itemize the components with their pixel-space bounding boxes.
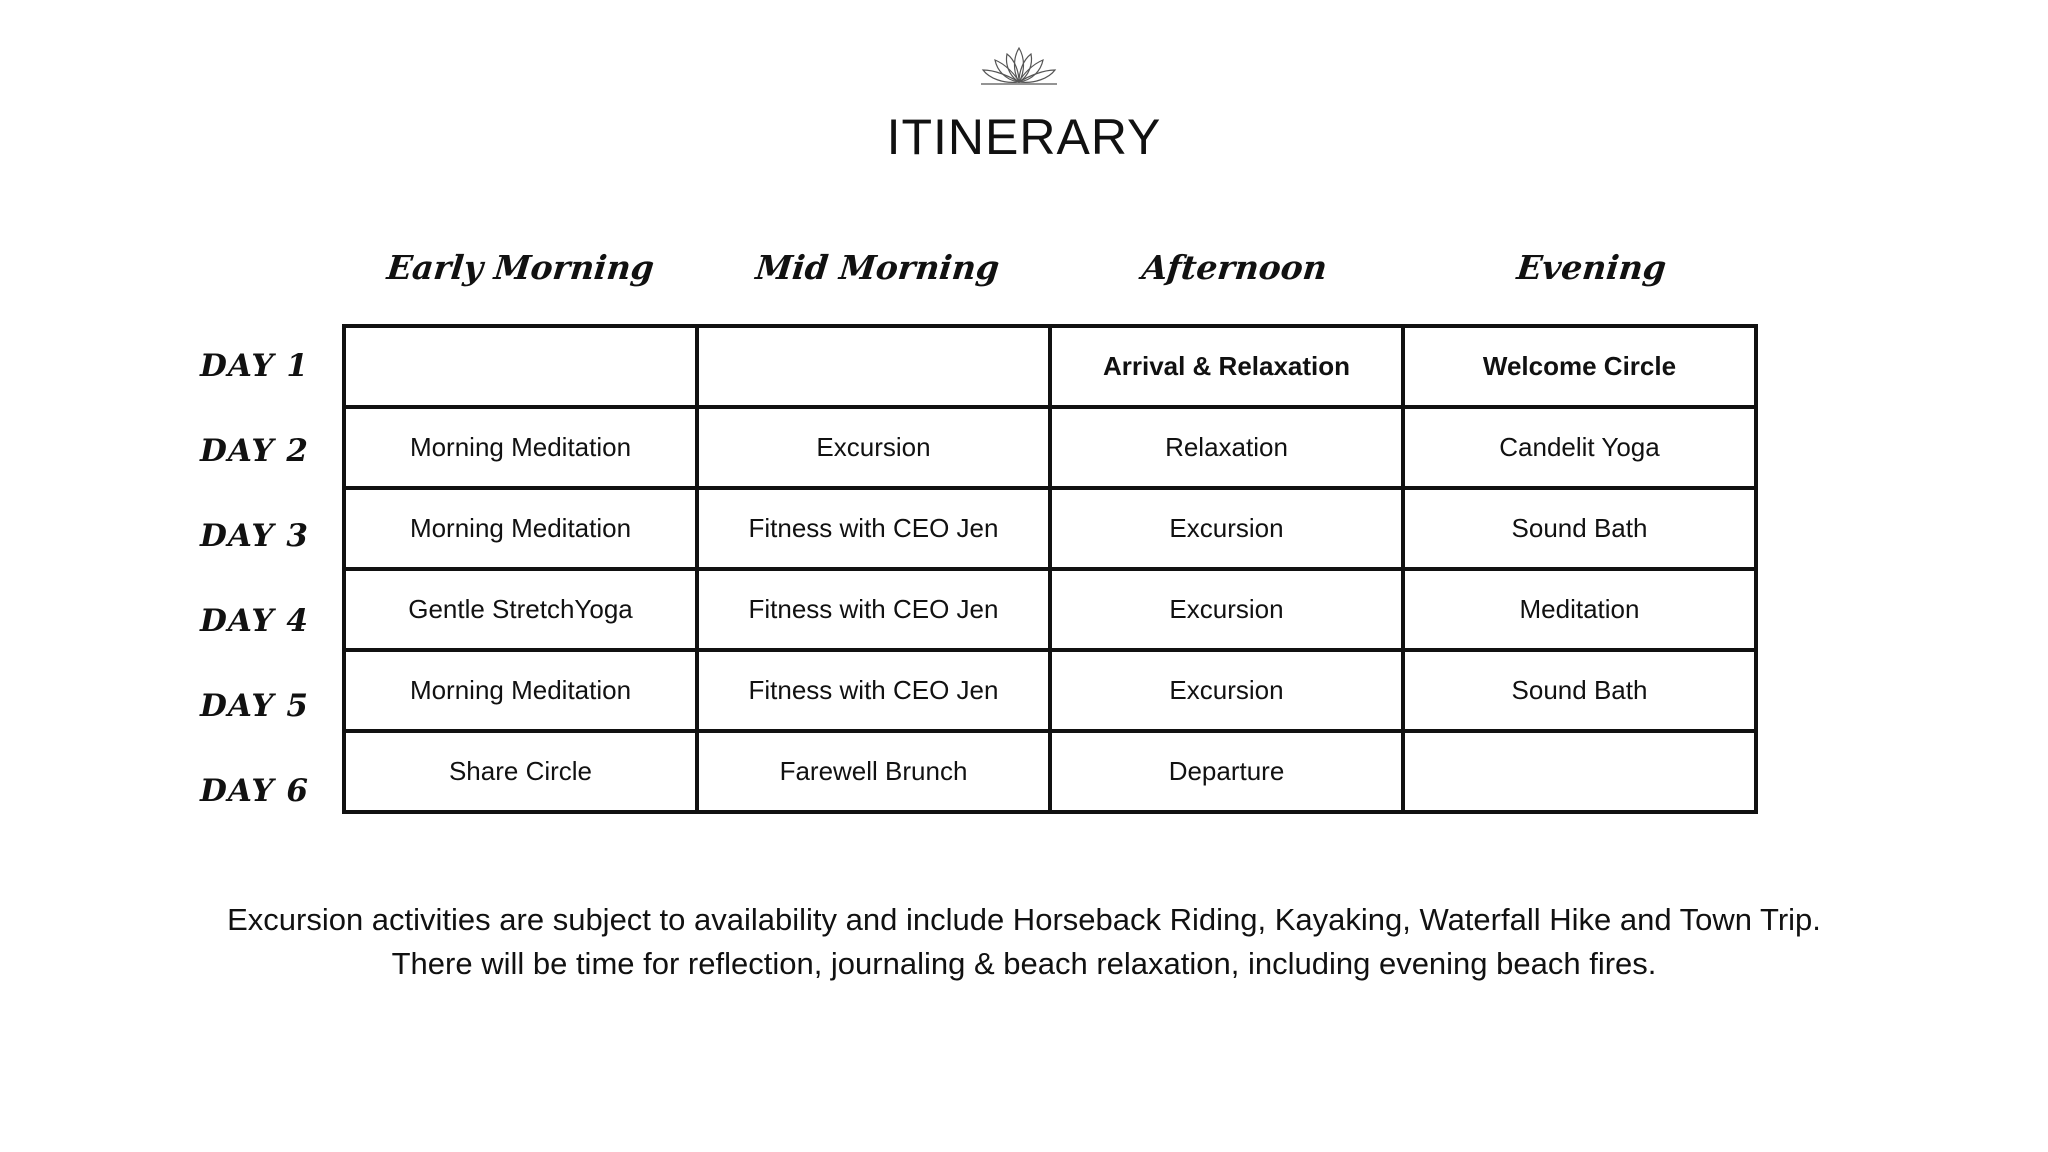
column-header-evening: Evening [1515,248,1669,287]
table-cell: Gentle StretchYoga [344,569,697,650]
table-cell [344,326,697,407]
table-cell: Sound Bath [1403,488,1756,569]
page-title: ITINERARY [886,109,1162,165]
row-header-day-4: DAY 4 [200,603,309,639]
table-cell: Meditation [1403,569,1756,650]
table-cell: Excursion [1050,488,1403,569]
table-row [344,326,1756,407]
row-header-day-1: DAY 1 [200,348,309,384]
table-cell: Morning Meditation [344,488,697,569]
table-row [344,569,1756,650]
table-cell: Welcome Circle [1403,326,1756,407]
table-cell: Morning Meditation [344,407,697,488]
table-cell: Morning Meditation [344,650,697,731]
column-header-early-morning: Early Morning [385,248,656,287]
table-cell [1403,731,1756,812]
row-header-day-5: DAY 5 [200,688,309,724]
table-row [344,407,1756,488]
table-cell: Excursion [1050,569,1403,650]
row-header-day-6: DAY 6 [200,773,309,809]
table-cell: Candelit Yoga [1403,407,1756,488]
table-row [344,488,1756,569]
table-cell: Relaxation [1050,407,1403,488]
table-cell: Excursion [1050,650,1403,731]
column-header-mid-morning: Mid Morning [753,248,1002,287]
column-header-afternoon: Afternoon [1140,248,1330,287]
row-header-day-2: DAY 2 [200,433,309,469]
reflection-note: There will be time for reflection, journaling & beach relaxation, including evening beach fires. [391,946,1657,981]
excursion-note: Excursion activities are subject to availability and include Horseback Riding, Kayaking, Waterfall Hike and Town Trip. [227,902,1821,937]
table-cell: Departure [1050,731,1403,812]
table-row [344,731,1756,812]
table-cell: Share Circle [344,731,697,812]
table-cell: Fitness with CEO Jen [697,650,1050,731]
itinerary-table [342,324,1758,814]
table-row [344,650,1756,731]
table-cell [697,326,1050,407]
table-cell: Fitness with CEO Jen [697,488,1050,569]
table-cell: Farewell Brunch [697,731,1050,812]
table-cell: Arrival & Relaxation [1050,326,1403,407]
table-cell: Fitness with CEO Jen [697,569,1050,650]
table-cell: Sound Bath [1403,650,1756,731]
table-cell: Excursion [697,407,1050,488]
lotus-icon [979,44,1059,86]
row-header-day-3: DAY 3 [200,518,309,554]
